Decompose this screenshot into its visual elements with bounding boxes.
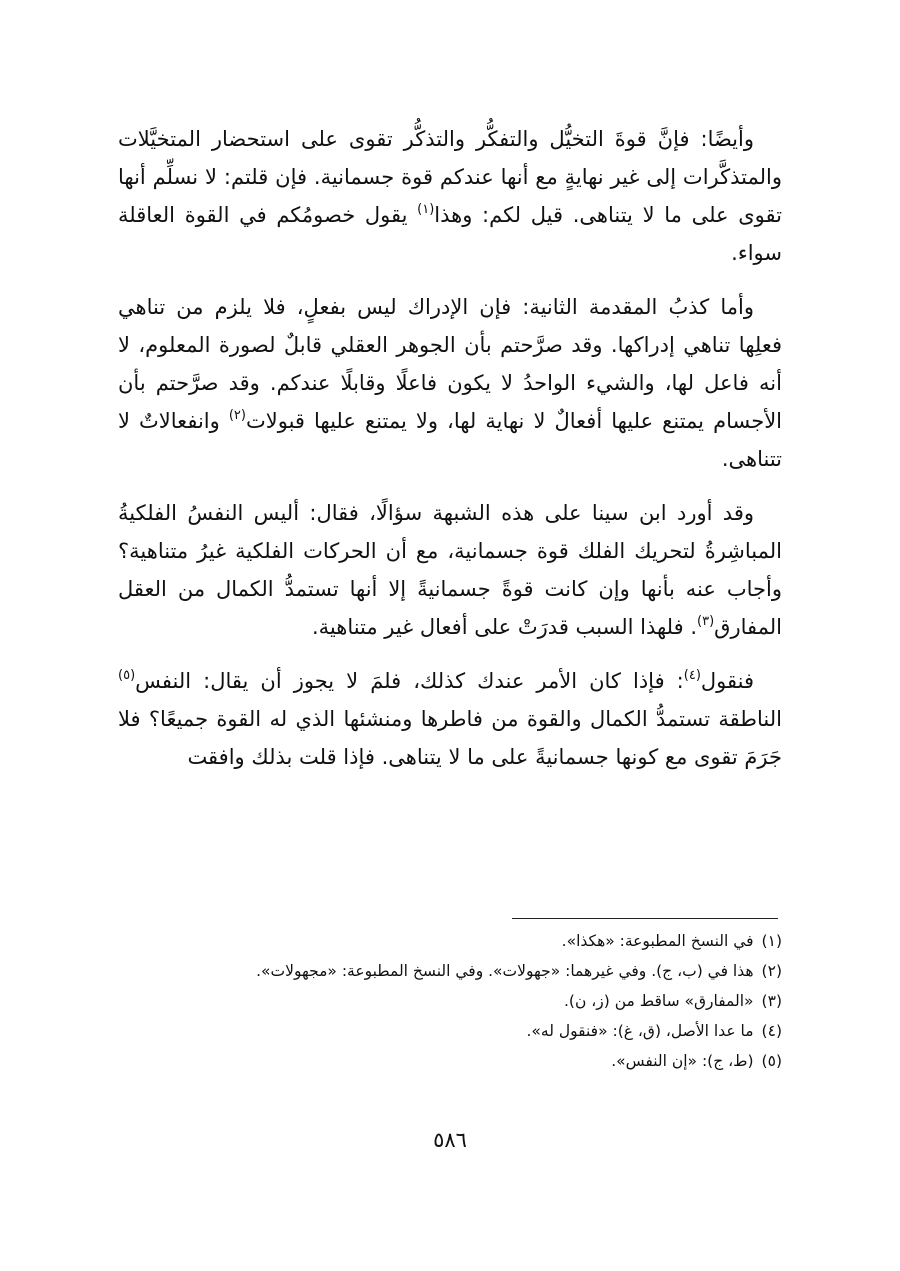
footnote (118, 1046, 782, 1076)
footnote-ref[interactable]: (٤) (683, 668, 701, 683)
footnotes (118, 926, 782, 1076)
footnote-divider (512, 918, 778, 919)
footnote (118, 986, 782, 1016)
paragraph-text: وانفعالاتٌ لا تتناهى. (118, 409, 782, 471)
page-number: ٥٨٦ (433, 1128, 467, 1152)
paragraph-text: يقول خصومُكم في القوة العاقلة سواء. (118, 203, 782, 265)
footnote (118, 926, 782, 956)
footnote-text: هذا في (ب، ج). وفي غيرهما: «جهولات». وفي النسخ المطبوعة: «مجهولات». (256, 962, 754, 980)
footnote (118, 956, 782, 986)
footnote-text: في النسخ المطبوعة: «هكذا». (561, 932, 754, 950)
paragraph-text: وأما كذبُ المقدمة الثانية: فإن الإدراك ليس بفعلٍ، فلا يلزم من تناهي فعلِها تناهي إدراكها. وقد صرَّحتم بأن الجوهر العقلي قابلٌ لصورة المعلوم، لا أنه فاعل لها، والشيء الواحدُ لا يكون فاعلًا وقابلًا عندكم. وقد صرَّحتم بأن الأجسام يمتنع عليها أفعالٌ لا نهاية لها، ولا يمتنع عليها قبولات (118, 295, 783, 433)
paragraph-text: الناطقة تستمدُّ الكمال والقوة من فاطرها ومنشئها الذي له القوة جميعًا؟ فلا جَرَمَ تقوى مع كونها جسمانيةً على ما لا يتناهى. فإذا قلت بذلك وافقت (118, 707, 782, 769)
footnote-ref[interactable]: (٢) (228, 408, 246, 423)
footnote-text: «المفارق» ساقط من (ز، ن). (563, 992, 754, 1010)
paragraph (118, 120, 782, 272)
main-text (118, 120, 782, 776)
footnote-ref[interactable]: (٣) (697, 614, 715, 629)
paragraph-text: . فلهذا السبب قدرَتْ على أفعال غير متناهية. (311, 615, 698, 639)
footnote-number: (١) (761, 932, 782, 950)
footnote-number: (٢) (761, 962, 782, 980)
footnote-number: (٤) (761, 1022, 782, 1040)
footnote (118, 1016, 782, 1046)
footnote-ref[interactable]: (١) (417, 202, 435, 217)
paragraph (118, 494, 782, 646)
footnote-number: (٣) (761, 992, 782, 1010)
footnote-text: (ط، ج): «إن النفس». (611, 1052, 754, 1070)
paragraph (118, 288, 782, 478)
paragraph-text: وأيضًا: فإنَّ قوةَ التخيُّل والتفكُّر والتذكُّر تقوى على استحضار المتخيَّلات والمتذكَّرات إلى غير نهايةٍ مع أنها عندكم قوة جسمانية. فإن قلتم: لا نسلِّم أنها تقوى على ما لا يتناهى. قيل لكم: وهذا (118, 127, 782, 227)
paragraph-text: : فإذا كان الأمر عندك كذلك، فلمَ لا يجوز أن يقال: النفس (135, 669, 684, 693)
paragraph (118, 662, 782, 776)
footnote-text: ما عدا الأصل، (ق، غ): «فنقول له». (526, 1022, 754, 1040)
footnote-number: (٥) (761, 1052, 782, 1070)
footnote-ref[interactable]: (٥) (118, 668, 136, 683)
paragraph-text: وقد أورد ابن سينا على هذه الشبهة سؤالًا، فقال: أليس النفسُ الفلكيةُ المباشِرةُ لتحريك الفلك قوة جسمانية، مع أن الحركات الفلكية غيرُ متناهية؟ وأجاب عنه بأنها وإن كانت قوةً جسمانيةً إلا أنها تستمدُّ الكمال من العقل المفارق (118, 501, 782, 639)
paragraph-text: فنقول (700, 669, 754, 693)
